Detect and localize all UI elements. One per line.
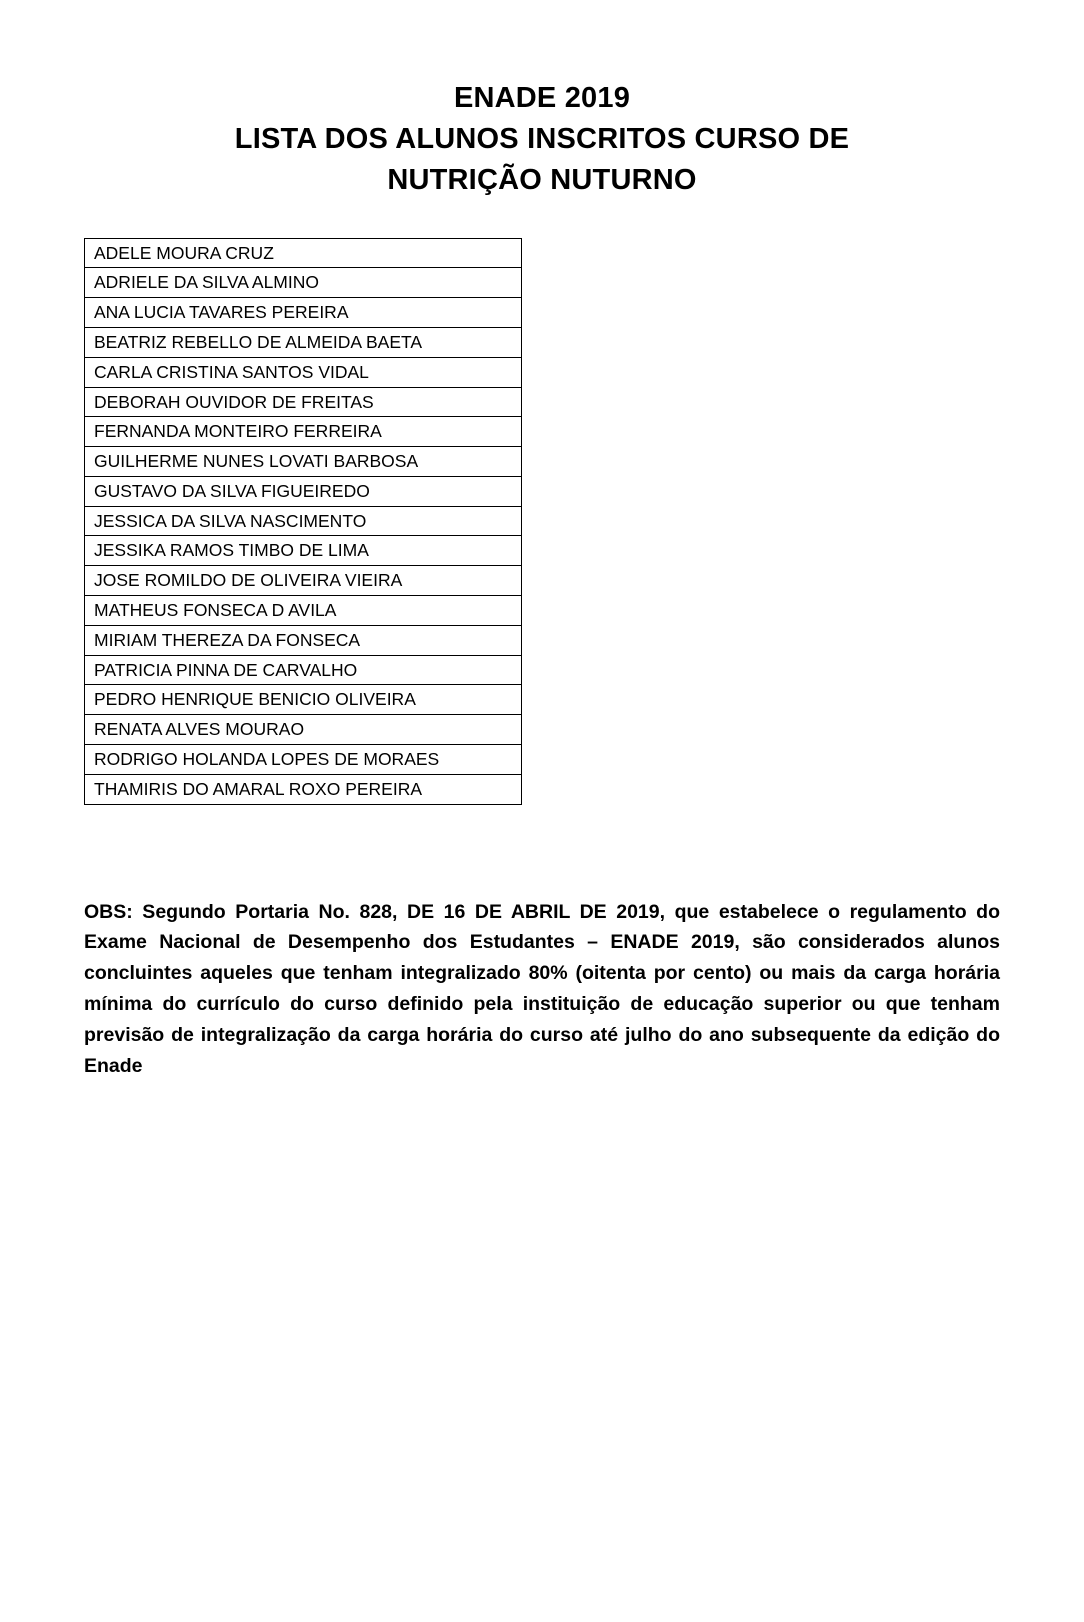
table-row [85,298,522,328]
table-row [85,715,522,745]
student-name: RODRIGO HOLANDA LOPES DE MORAES [85,745,522,775]
table-row [85,596,522,626]
student-name: ADRIELE DA SILVA ALMINO [85,268,522,298]
student-name: GUSTAVO DA SILVA FIGUEIREDO [85,476,522,506]
table-row [85,655,522,685]
student-name: JOSE ROMILDO DE OLIVEIRA VIEIRA [85,566,522,596]
student-name: JESSIKA RAMOS TIMBO DE LIMA [85,536,522,566]
table-row [85,327,522,357]
table-row [85,625,522,655]
student-name: CARLA CRISTINA SANTOS VIDAL [85,357,522,387]
table-row [85,238,522,268]
student-name: PEDRO HENRIQUE BENICIO OLIVEIRA [85,685,522,715]
title-line-3: NUTRIÇÃO NUTURNO [387,164,697,197]
table-row [85,447,522,477]
student-name: FERNANDA MONTEIRO FERREIRA [85,417,522,447]
table-row [85,417,522,447]
table-row [85,566,522,596]
student-name: MATHEUS FONSECA D AVILA [85,596,522,626]
table-row [85,774,522,804]
table-row [85,745,522,775]
table-row [85,536,522,566]
title-line-2: LISTA DOS ALUNOS INSCRITOS CURSO DE [234,123,850,156]
student-name: DEBORAH OUVIDOR DE FREITAS [85,387,522,417]
student-name: JESSICA DA SILVA NASCIMENTO [85,506,522,536]
table-row [85,357,522,387]
table-row [85,685,522,715]
document-page [0,78,1084,1622]
title-line-1: ENADE 2019 [453,82,631,114]
student-list-table [84,238,522,805]
student-name: ADELE MOURA CRUZ [85,238,522,268]
student-name: GUILHERME NUNES LOVATI BARBOSA [85,447,522,477]
student-name: MIRIAM THEREZA DA FONSECA [85,625,522,655]
page-title [0,78,1084,202]
student-name: RENATA ALVES MOURAO [85,715,522,745]
student-name: BEATRIZ REBELLO DE ALMEIDA BAETA [85,327,522,357]
student-name: ANA LUCIA TAVARES PEREIRA [85,298,522,328]
table-row [85,506,522,536]
student-name: PATRICIA PINNA DE CARVALHO [85,655,522,685]
table-row [85,476,522,506]
table-row [85,268,522,298]
student-name: THAMIRIS DO AMARAL ROXO PEREIRA [85,774,522,804]
table-row [85,387,522,417]
observation-paragraph: OBS: Segundo Portaria No. 828, DE 16 DE ABRIL DE 2019, que estabelece o regulamento do Exame Nacional de Desempenho dos Estudantes – ENADE 2019, são considerados alunos concluintes aqueles que tenham integralizado 80% (oitenta por cento) ou mais da carga horária mínima do currículo do curso definido pela instituição de educação superior ou que tenham previsão de integralização da carga horária do curso até julho do ano subsequente da edição do Enade [84,900,1000,1077]
